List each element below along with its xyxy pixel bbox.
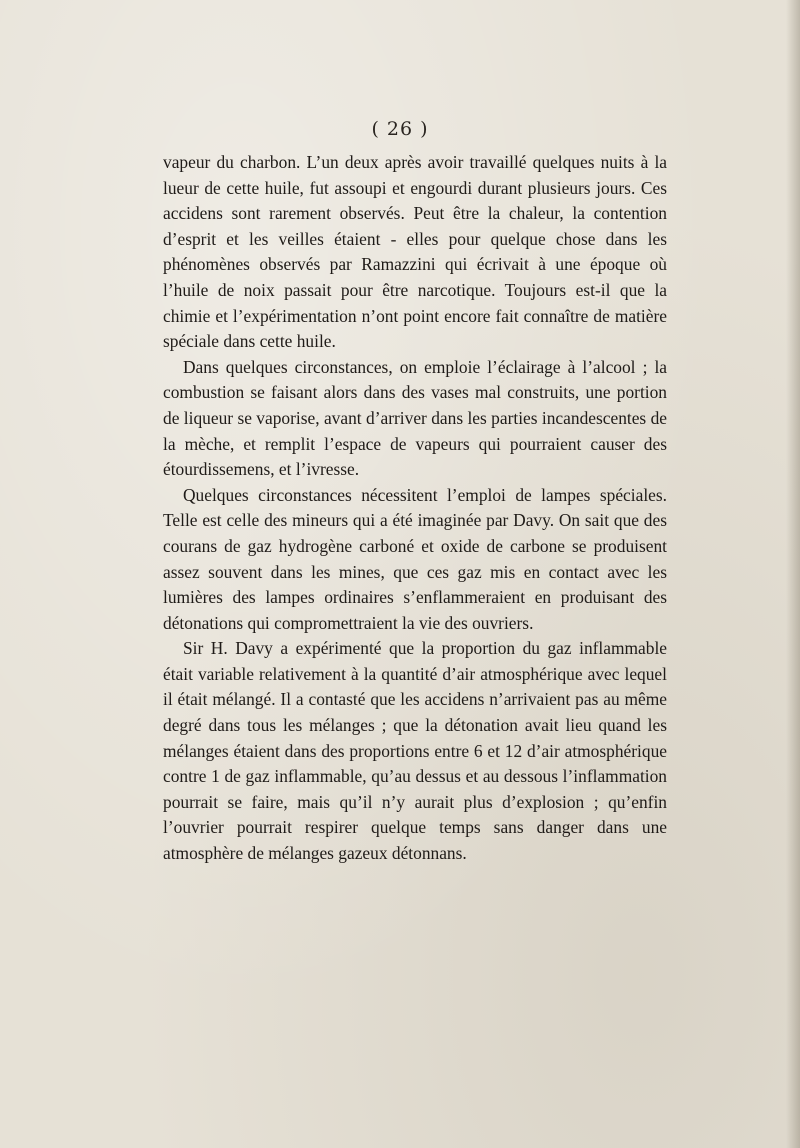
page-edge-shadow <box>786 0 800 1148</box>
paragraph-miners-lamp: Quelques circonstances nécessitent l’emploi de lampes spéciales. Telle est celle des mineurs qui a été imaginée par Davy. On sait que des courans de gaz hydrogène carboné et oxide de carbone se produisent assez souvent dans les mines, que ces gaz mis en contact avec les lumières des lampes ordinaires s’enflammeraient en produisant des détonations qui compromettraient la vie des ouvriers. <box>163 484 667 633</box>
paragraph-davy-experiments: Sir H. Davy a expérimenté que la proportion du gaz inflammable était variable relativement à la quantité d’air atmosphérique avec lequel il était mélangé. Il a contasté que les accidens n’arrivaient pas au même degré dans tous les mélanges ; que la détonation avait lieu quand les mélanges étaient dans des proportions entre 6 et 12 d’air atmosphérique contre 1 de gaz inflammable, qu’au dessus et au dessous l’inflammation pourrait se faire, mais qu’il n’y aurait plus d’explosion ; qu’enfin l’ouvrier pourrait respirer quelque temps sans danger dans une atmosphère de mélanges gazeux détonnans. <box>163 638 667 864</box>
body-text <box>163 150 667 867</box>
paragraph-alcohol-lighting: Dans quelques circonstances, on emploie l’éclairage à l’alcool ; la combustion se faisant alors dans des vases mal construits, une portion de liqueur se vaporise, avant d’arriver dans les parties incandescentes de la mèche, et remplit l’espace de vapeurs qui pourraient causer des étourdissemens, et l’ivresse. <box>163 356 667 480</box>
page-number: ( 26 ) <box>371 118 429 140</box>
paragraph-continued: vapeur du charbon. L’un deux après avoir travaillé quelques nuits à la lueur de cette huile, fut assoupi et engourdi durant plusieurs jours. Ces accidens sont rarement observés. Peut être la chaleur, la contention d’esprit et les veilles étaient - elles pour quelque chose dans les phénomènes observés par Ramazzini qui écrivait à une époque où l’huile de noix passait pour être narcotique. Toujours est-il que la chimie et l’expérimentation n’ont point encore fait connaître de matière spéciale dans cette huile. <box>163 152 667 352</box>
